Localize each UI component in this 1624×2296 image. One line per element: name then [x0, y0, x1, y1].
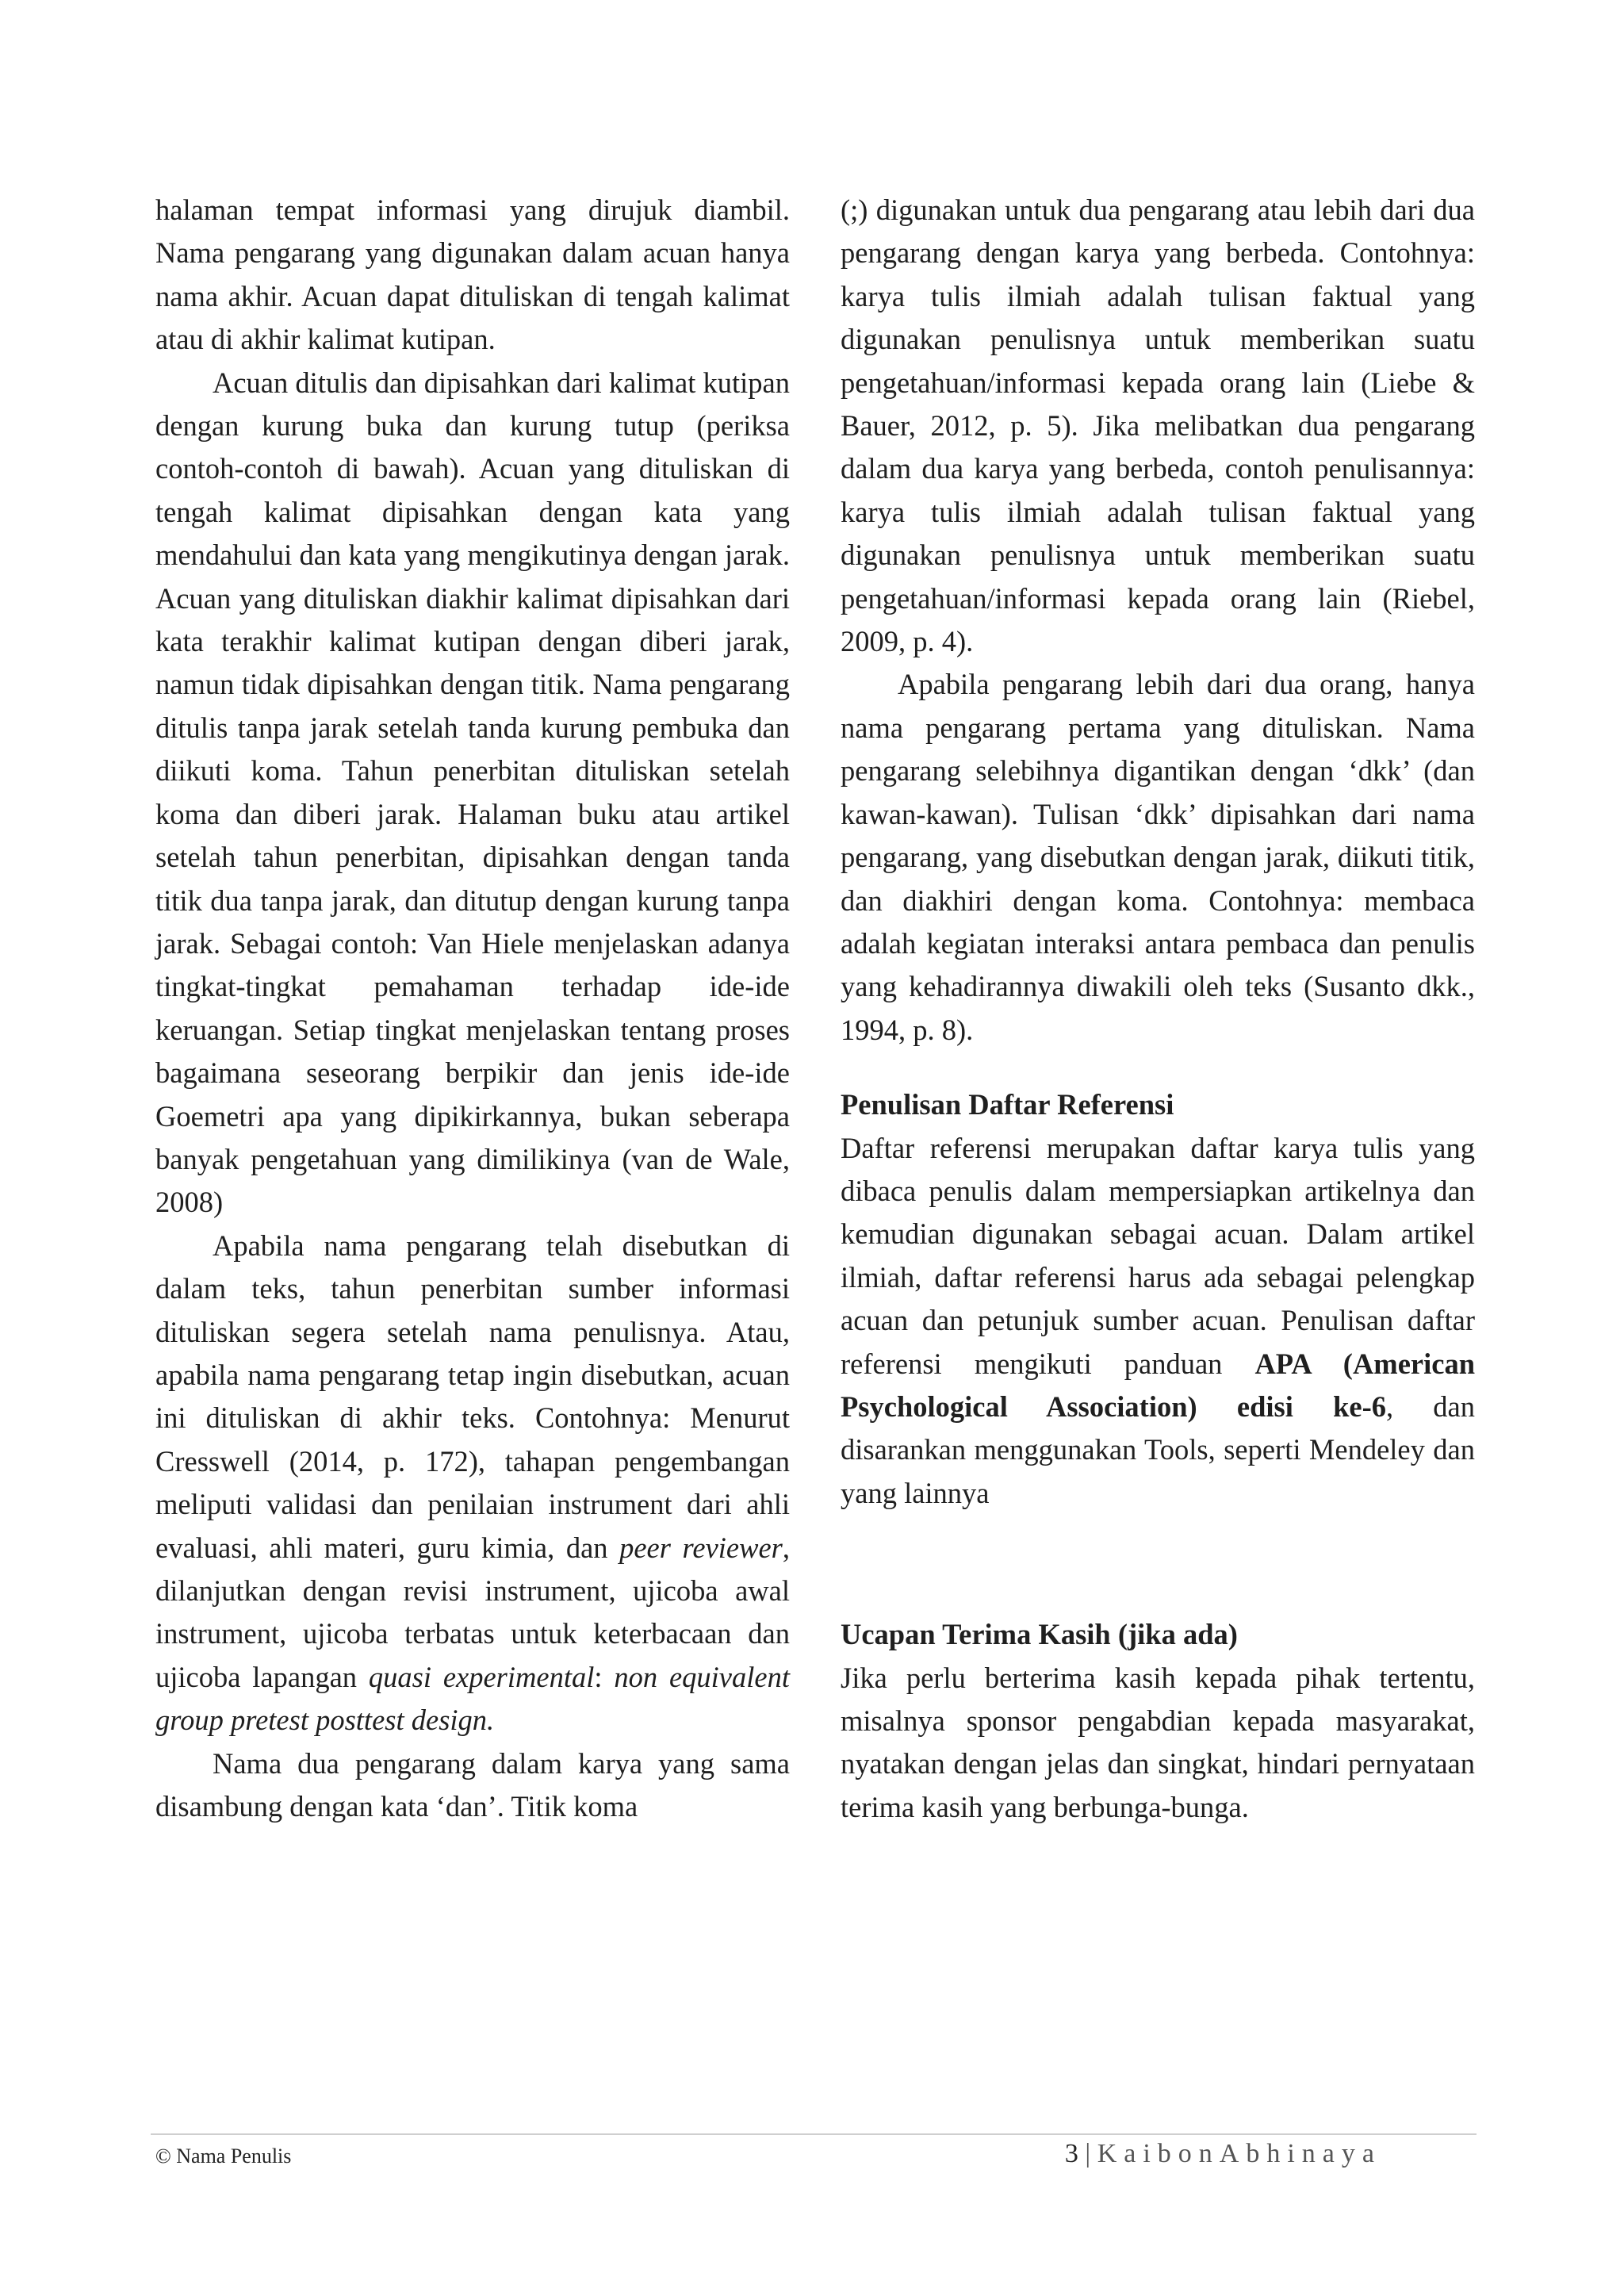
italic-term: quasi experimental	[368, 1660, 595, 1693]
footer-copyright: © Nama Penulis	[155, 2145, 292, 2168]
paragraph: Apabila pengarang lebih dari dua orang, hanya nama pengarang pertama yang dituliskan. Nama pengarang selebihnya digantikan dengan ‘dkk’ (dan kawan-kawan). Tulisan ‘dkk’ dipisahkan dari nama pengarang, yang disebutkan dengan jarak, diikuti titik, dan diakhiri dengan koma. Contohnya: membaca adalah kegiatan interaksi antara pembaca dan penulis yang kehadirannya diwakili oleh teks (Susanto dkk., 1994, p. 8).	[841, 668, 1475, 1046]
text-run: Daftar referensi merupakan daftar karya tulis yang dibaca penulis dalam mempersiapkan artikelnya dan kemudian digunakan sebagai acuan. Dalam artikel ilmiah, daftar referensi harus ada sebagai pelengkap acuan dan petunjuk sumber acuan. Penulisan daftar referensi mengikuti panduan	[841, 1131, 1475, 1380]
journal-name: KaibonAbhinaya	[1097, 2139, 1381, 2168]
text-run: , dilanjutkan dengan revisi instrument, ujicoba awal instrument, ujicoba terbatas untuk keterbacaan dan ujicoba lapangan	[155, 1531, 790, 1693]
paragraph	[155, 1225, 790, 1742]
spacer	[841, 1052, 1475, 1083]
left-column	[155, 189, 790, 1828]
section-heading-references: Penulisan Daftar Referensi	[841, 1088, 1174, 1121]
paragraph: Acuan ditulis dan dipisahkan dari kalimat kutipan dengan kurung buka dan kurung tutup (periksa contoh-contoh di bawah). Acuan yang dituliskan di tengah kalimat dipisahkan dengan kata yang mendahului dan kata yang mengikutinya dengan jarak. Acuan yang dituliskan diakhir kalimat dipisahkan dari kata terakhir kalimat kutipan dengan diberi jarak, namun tidak dipisahkan dengan titik. Nama pengarang ditulis tanpa jarak setelah tanda kurung pembuka dan diikuti koma. Tahun penerbitan dituliskan setelah koma dan diberi jarak. Halaman buku atau artikel setelah tahun penerbitan, dipisahkan dengan tanda titik dua tanpa jarak, dan ditutup dengan kurung tanpa jarak. Sebagai contoh: Van Hiele menjelaskan adanya tingkat-tingkat pemahaman terhadap ide-ide keruangan. Setiap tingkat menjelaskan tentang proses bagaimana seseorang berpikir dan jenis ide-ide Goemetri apa yang dipikirkannya, bukan seberapa banyak pengetahuan yang dimilikinya (van de Wale, 2008)	[155, 366, 790, 1219]
text-run: :	[594, 1660, 615, 1693]
page-number: 3	[1064, 2139, 1078, 2168]
paragraph: Jika perlu berterima kasih kepada pihak tertentu, misalnya sponsor pengabdian kepada masyarakat, nyatakan dengan jelas dan singkat, hindari pernyataan terima kasih yang berbunga-bunga.	[841, 1661, 1475, 1823]
paragraph	[841, 1127, 1475, 1516]
paragraph: halaman tempat informasi yang dirujuk diambil. Nama pengarang yang digunakan dalam acuan hanya nama akhir. Acuan dapat dituliskan di tengah kalimat atau di akhir kalimat kutipan.	[155, 194, 790, 356]
footer-divider	[151, 2133, 1477, 2135]
text-run: , dan disarankan menggunakan Tools, seperti Mendeley dan yang lainnya	[841, 1389, 1475, 1509]
footer-page-info	[1065, 2139, 1381, 2169]
italic-term: peer reviewer	[619, 1531, 783, 1564]
footer-separator: |	[1085, 2139, 1091, 2168]
paragraph: Nama dua pengarang dalam karya yang sama disambung dengan kata ‘dan’. Titik koma	[155, 1746, 790, 1823]
text-run: Apabila nama pengarang telah disebutkan di dalam teks, tahun penerbitan sumber informasi dituliskan segera setelah nama penulisnya. Atau, apabila nama pengarang tetap ingin disebutkan, acuan ini dituliskan di akhir teks. Contohnya: Menurut Cresswell (2014, p. 172), tahapan pengembangan meliputi validasi dan penilaian instrument dari ahli evaluasi, ahli materi, guru kimia, dan	[155, 1228, 790, 1564]
italic-term: non equivalent group pretest posttest design.	[155, 1660, 790, 1737]
spacer	[841, 1515, 1475, 1613]
paragraph: (;) digunakan untuk dua pengarang atau lebih dari dua pengarang dengan karya yang berbeda. Contohnya: karya tulis ilmiah adalah tulisan faktual yang digunakan penulisnya untuk memberikan suatu pengetahuan/informasi kepada orang lain (Liebe & Bauer, 2012, p. 5). Jika melibatkan dua pengarang dalam dua karya yang berbeda, contoh penulisannya: karya tulis ilmiah adalah tulisan faktual yang digunakan penulisnya untuk memberikan suatu pengetahuan/informasi kepada orang lain (Riebel, 2009, p. 4).	[841, 194, 1475, 658]
bold-term: APA (American Psychological Association) edisi ke-6	[841, 1347, 1475, 1423]
section-heading-acknowledgements: Ucapan Terima Kasih (jika ada)	[841, 1618, 1238, 1651]
right-column	[841, 189, 1475, 1829]
